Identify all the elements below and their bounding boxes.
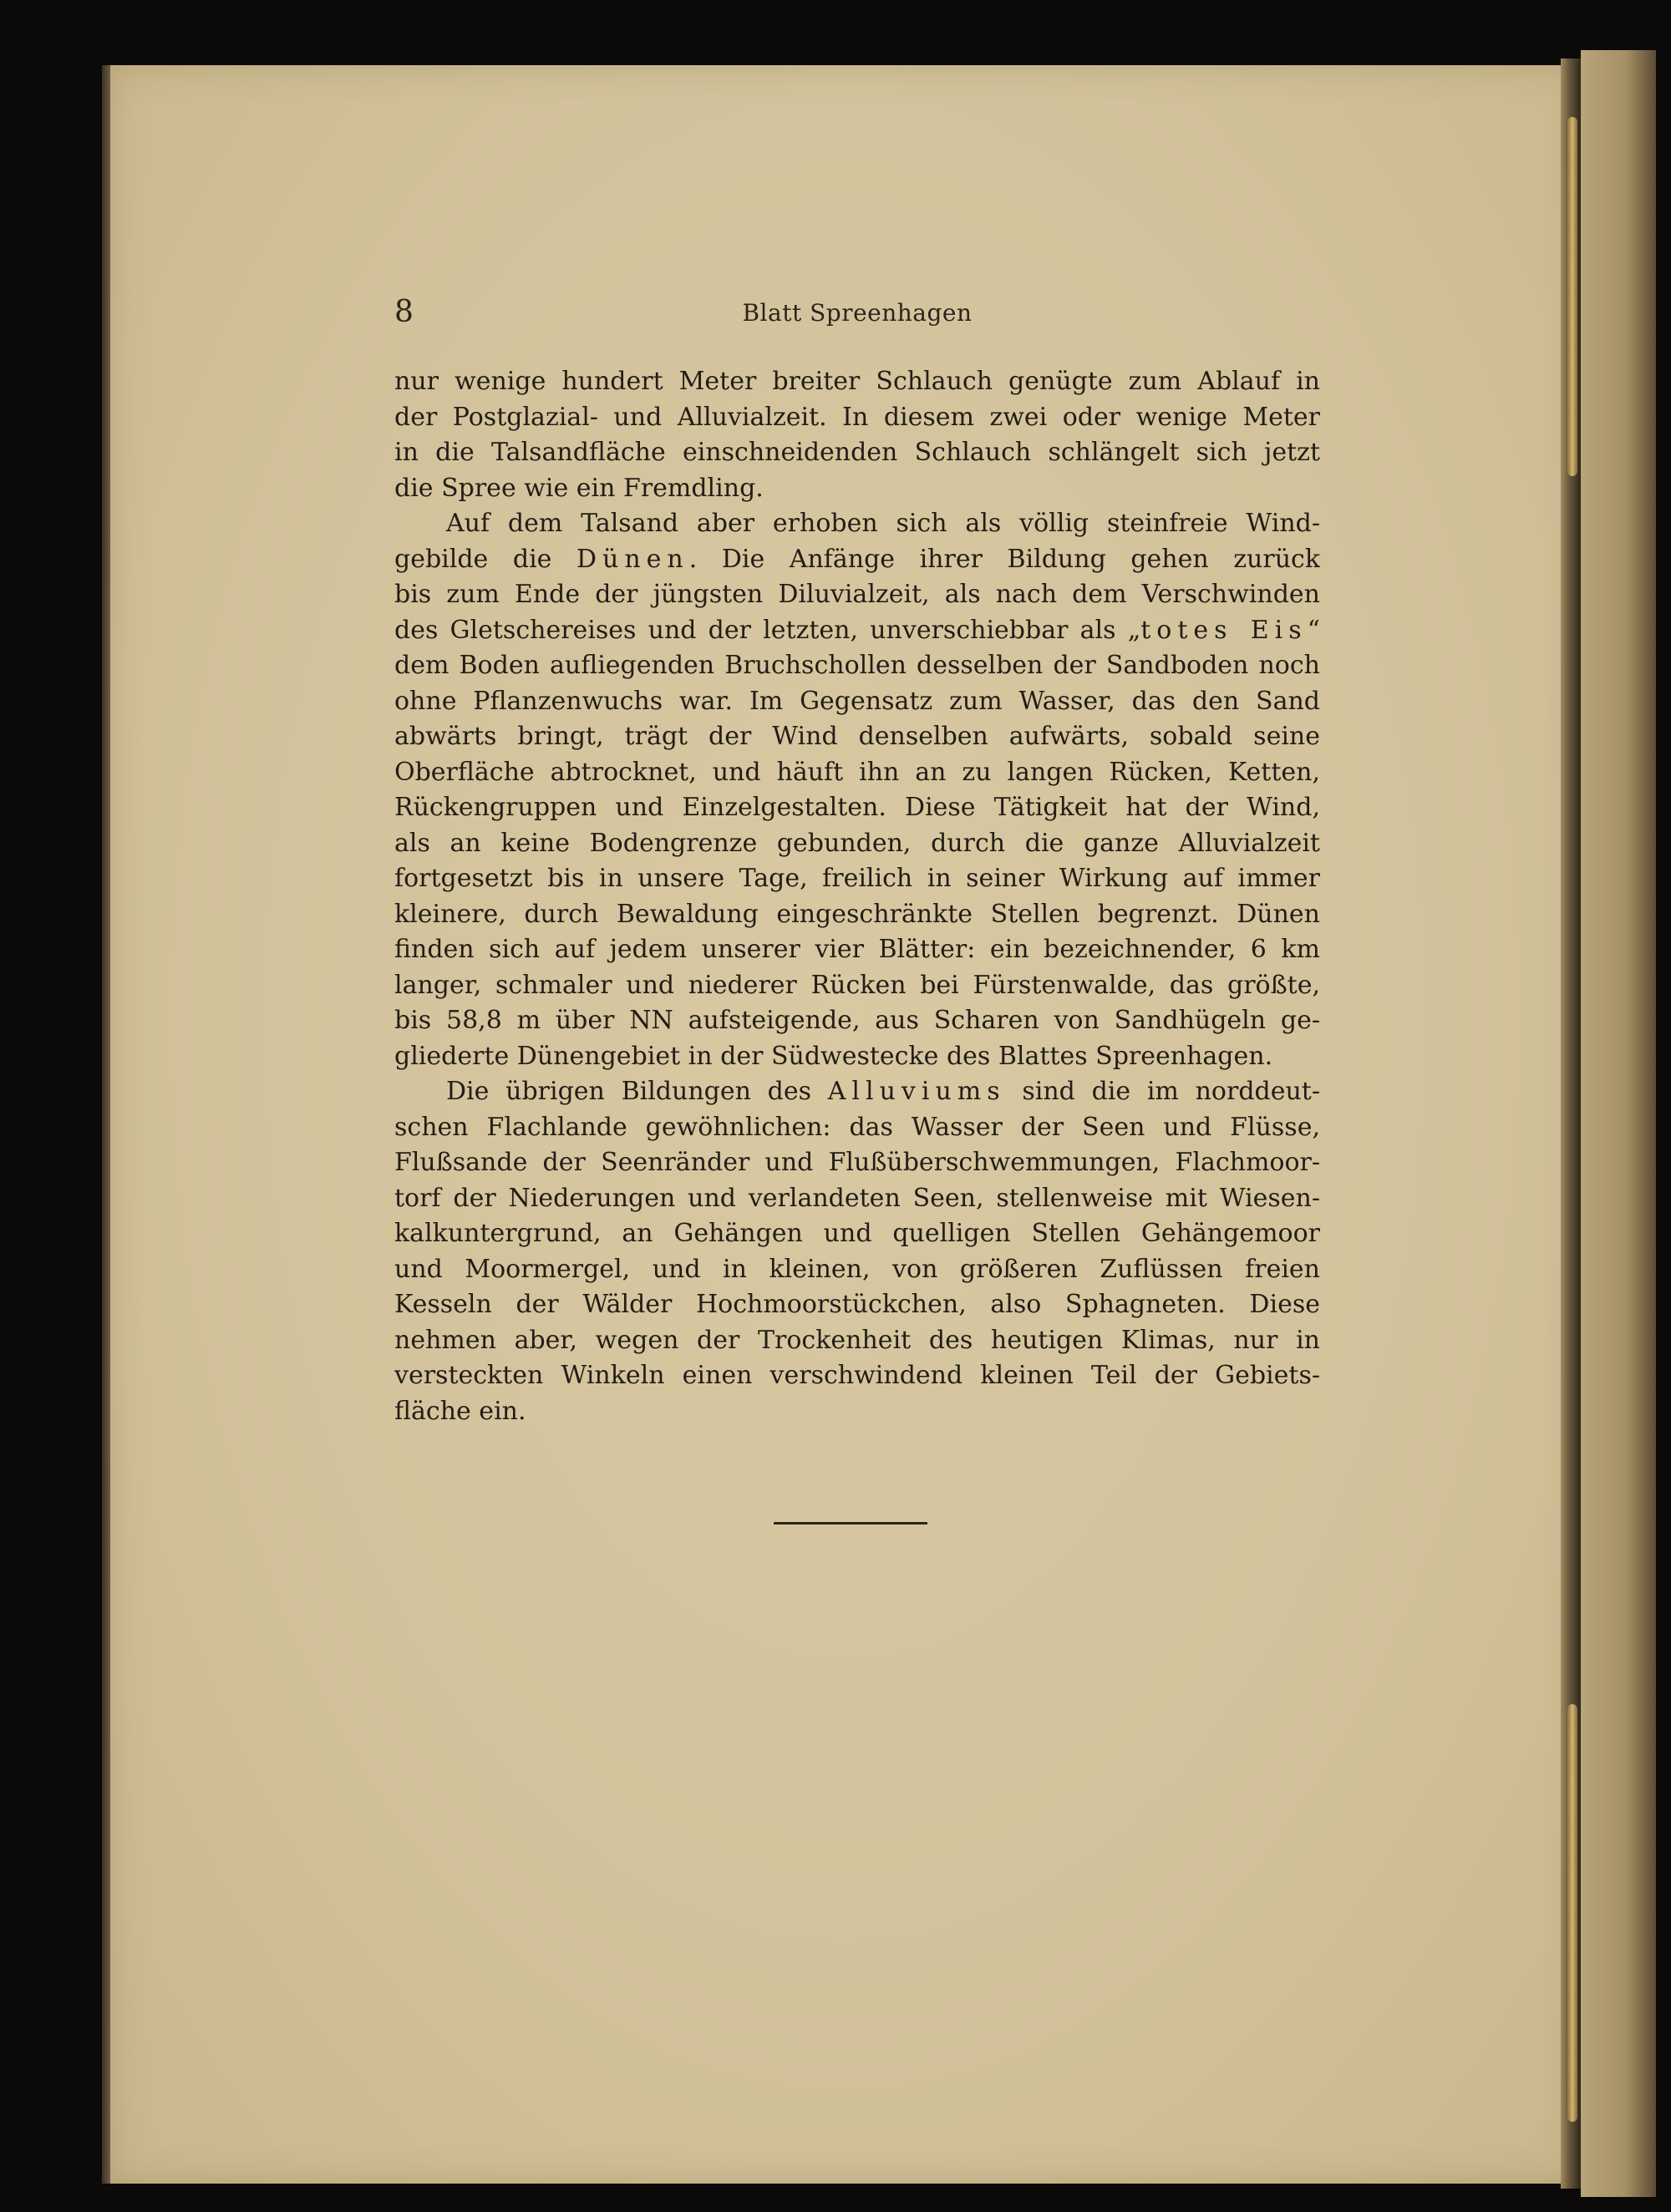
text-segment: sind die im norddeut-	[1005, 1077, 1320, 1106]
text-line	[394, 1181, 1320, 1217]
binding-thread-top	[1567, 117, 1577, 476]
text-line	[394, 861, 1320, 897]
text-segment: und Moormergel, und in kleinen, von größeren Zuflüssen freien	[394, 1254, 1320, 1284]
text-segment: fortgesetzt bis in unsere Tage, freilich in seiner Wirkung auf immer	[394, 864, 1320, 893]
text-segment: kalkuntergrund, an Gehängen und quelligen Stellen Gehängemoor	[394, 1219, 1320, 1248]
text-segment: ohne Pflanzenwuchs war. Im Gegensatz zum Wasser, das den Sand	[394, 686, 1320, 716]
text-line	[394, 400, 1320, 436]
text-segment: dem Boden aufliegenden Bruchschollen desselben der Sandboden noch	[394, 651, 1320, 680]
text-line	[394, 1110, 1320, 1146]
text-line	[394, 684, 1320, 720]
text-segment: abwärts bringt, trägt der Wind denselben aufwärts, sobald seine	[394, 722, 1320, 751]
text-segment: Die übrigen Bildungen des	[446, 1077, 828, 1106]
text-segment: die Spree wie ein Fremdling.	[394, 473, 764, 503]
text-segment: Oberfläche abtrocknet, und häuft ihn an zu langen Rücken, Ketten,	[394, 757, 1320, 787]
text-line	[394, 755, 1320, 791]
text-line	[394, 613, 1320, 649]
text-segment: langer, schmaler und niederer Rücken bei Fürstenwalde, das größte,	[394, 970, 1320, 1000]
text-line	[394, 1323, 1320, 1359]
text-line	[394, 719, 1320, 755]
text-segment: kleinere, durch Bewaldung eingeschränkte Stellen begrenzt. Dünen	[394, 899, 1320, 929]
text-segment: torf der Niederungen und verlandeten Seen, stellenweise mit Wiesen-	[394, 1183, 1320, 1213]
text-line	[394, 897, 1320, 933]
text-segment: . Die Anfänge ihrer Bildung gehen zurück	[688, 544, 1320, 574]
text-segment: nehmen aber, wegen der Trockenheit des heutigen Klimas, nur in	[394, 1325, 1320, 1355]
text-line	[394, 471, 1320, 507]
text-line	[394, 932, 1320, 968]
spaced-emphasis: Dünen	[576, 544, 689, 574]
text-line	[394, 1394, 1320, 1430]
text-line	[394, 826, 1320, 862]
body-text	[394, 364, 1320, 1429]
facing-page-edge	[1581, 50, 1656, 2197]
text-segment: bis zum Ende der jüngsten Diluvialzeit, als nach dem Verschwinden	[394, 580, 1320, 609]
text-segment: des Gletschereises und der letzten, unverschiebbar als „	[394, 615, 1141, 645]
text-segment: als an keine Bodengrenze gebunden, durch die ganze Alluvialzeit	[394, 828, 1320, 858]
text-segment: Auf dem Talsand aber erhoben sich als völlig steinfreie Wind-	[446, 509, 1320, 538]
text-line	[394, 1074, 1320, 1110]
end-rule	[774, 1522, 927, 1525]
text-segment: gebilde die	[394, 544, 576, 574]
running-head: Blatt Spreenhagen	[742, 299, 973, 327]
text-segment: Flußsande der Seenränder und Flußüberschwemmungen, Flachmoor-	[394, 1148, 1320, 1177]
text-segment: finden sich auf jedem unserer vier Blätter: ein bezeichnender, 6 km	[394, 935, 1320, 964]
text-line	[394, 1003, 1320, 1039]
text-segment: Kesseln der Wälder Hochmoorstückchen, also Sphagneten. Diese	[394, 1290, 1320, 1319]
text-line	[394, 542, 1320, 578]
text-line	[394, 1252, 1320, 1288]
text-line	[394, 506, 1320, 542]
text-line	[394, 577, 1320, 613]
text-line	[394, 1287, 1320, 1323]
text-line	[394, 648, 1320, 684]
text-line	[394, 364, 1320, 400]
text-segment: “	[1307, 615, 1320, 645]
text-segment: der Postglazial- und Alluvialzeit. In diesem zwei oder wenige Meter	[394, 402, 1320, 432]
spaced-emphasis: Alluviums	[827, 1077, 1006, 1106]
text-line	[394, 1216, 1320, 1252]
text-line	[394, 1358, 1320, 1394]
paragraph	[394, 364, 1320, 506]
paragraph	[394, 506, 1320, 1074]
text-line	[394, 968, 1320, 1004]
text-line	[394, 1145, 1320, 1181]
text-line	[394, 1039, 1320, 1075]
text-segment: fläche ein.	[394, 1396, 526, 1426]
page-header	[394, 296, 1320, 329]
spaced-emphasis: totes Eis	[1140, 615, 1308, 645]
text-segment: in die Talsandfläche einschneidenden Schlauch schlängelt sich jetzt	[394, 438, 1320, 467]
text-segment: nur wenige hundert Meter breiter Schlauch genügte zum Ablauf in	[394, 367, 1320, 396]
page-number: 8	[394, 295, 414, 329]
text-segment: gliederte Dünengebiet in der Südwestecke des Blattes Spreenhagen.	[394, 1041, 1273, 1071]
binding-thread-bottom	[1567, 1704, 1577, 2122]
text-line	[394, 790, 1320, 826]
text-segment: bis 58,8 m über NN aufsteigende, aus Scharen von Sandhügeln ge-	[394, 1006, 1320, 1035]
text-segment: Rückengruppen und Einzelgestalten. Diese Tätigkeit hat der Wind,	[394, 793, 1320, 822]
paragraph	[394, 1074, 1320, 1429]
text-segment: versteckten Winkeln einen verschwindend kleinen Teil der Gebiets-	[394, 1361, 1320, 1390]
text-line	[394, 435, 1320, 471]
text-segment: schen Flachlande gewöhnlichen: das Wasser der Seen und Flüsse,	[394, 1112, 1320, 1142]
